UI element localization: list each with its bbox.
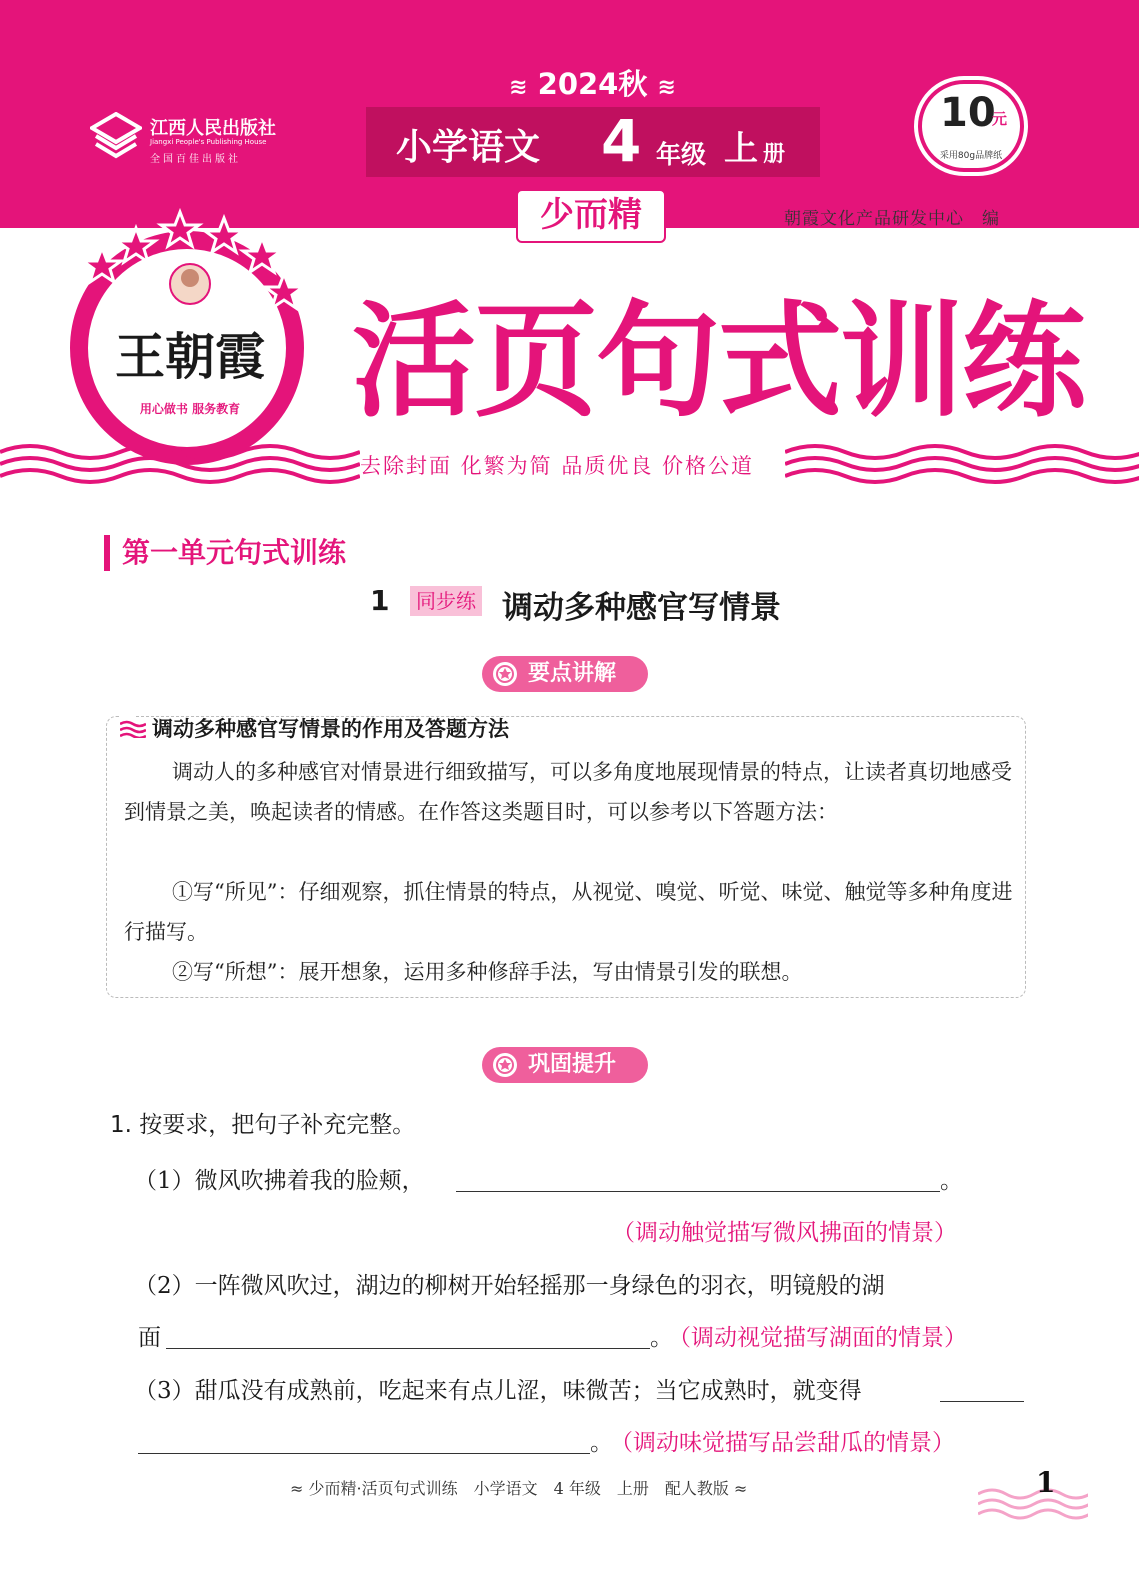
publisher-block	[90, 108, 310, 168]
subject-label: 小学语文	[396, 127, 541, 168]
season-label	[505, 62, 680, 102]
grade-suffix: 年级	[656, 140, 707, 169]
question-3-blank-b[interactable]	[138, 1452, 590, 1454]
price-unit: 元	[992, 110, 1008, 128]
wave-icon	[120, 720, 146, 738]
tagline-badge: 少而精	[516, 189, 666, 243]
question-heading: 1. 按要求，把句子补充完整。	[110, 1112, 416, 1138]
unit-title: 第一单元句式训练	[104, 535, 346, 571]
method-paragraph-2: ①写“所见”：仔细观察，抓住情景的特点，从视觉、嗅觉、听觉、味觉、触觉等多种角度进行描写。	[124, 880, 1013, 944]
lesson-number: 1	[370, 584, 390, 617]
question-1-blank[interactable]	[456, 1190, 940, 1192]
question-1-text: （1）微风吹拂着我的脸颊，	[134, 1168, 425, 1194]
method-paragraph-1: 调动人的多种感官对情景进行细致描写，可以多角度地展现情景的特点，让读者真切地感受到情景之美，唤起读者的情感。在作答这类题目时，可以参考以下答题方法：	[124, 760, 1012, 824]
decor-waves-right	[785, 430, 1139, 490]
medal-icon	[492, 1052, 518, 1078]
decor-waves-left	[0, 430, 360, 490]
question-3-blank-a[interactable]	[940, 1400, 1024, 1402]
question-2-text: （2）一阵微风吹过，湖边的柳树开始轻摇那一身绿色的羽衣，明镜般的湖	[134, 1273, 885, 1299]
editor-credit: 朝霞文化产品研发中心 编	[784, 209, 1000, 229]
wave-right-icon: ≋	[657, 75, 676, 100]
method-paragraph-3: ②写“所想”：展开想象，运用多种修辞手法，写由情景引发的联想。	[172, 960, 803, 984]
question-3-period: 。	[590, 1430, 613, 1456]
wave-left-icon: ≋	[509, 75, 528, 100]
question-2-text-cont: 面	[138, 1325, 161, 1351]
lesson-title: 调动多种感官写情景	[502, 590, 781, 626]
method-heading	[120, 712, 509, 744]
footer-waves-icon	[978, 1476, 1088, 1522]
question-2-period: 。	[650, 1325, 673, 1351]
price-badge	[918, 80, 1024, 172]
publisher-name: 江西人民出版社	[150, 118, 276, 139]
footer-text: ≈ 少而精·活页句式训练 小学语文 4 年级 上册 配人教版 ≈	[290, 1479, 748, 1498]
brand-emblem	[62, 198, 330, 466]
price-note: 采用80g品牌纸	[939, 151, 1003, 161]
brand-name: 王朝霞	[115, 327, 265, 386]
main-title: 活页句式训练	[352, 289, 1085, 434]
volume-suffix: 册	[763, 142, 786, 167]
season-text: 2024秋	[537, 67, 648, 101]
question-2-blank[interactable]	[166, 1347, 650, 1349]
publisher-name-en: Jiangxi People's Publishing House	[150, 138, 267, 146]
publisher-name-secondary: 全国百佳出版社	[150, 154, 241, 165]
slogan: 去除封面 化繁为简 品质优良 价格公道	[360, 454, 755, 478]
section-practice-label: 巩固提升	[528, 1052, 617, 1077]
brand-motto: 用心做书 服务教育	[139, 402, 241, 416]
question-3-text: （3）甜瓜没有成熟前，吃起来有点儿涩，味微苦；当它成熟时，就变得	[134, 1378, 862, 1404]
question-1-hint: （调动触觉描写微风拂面的情景）	[612, 1220, 957, 1246]
section-key-points	[482, 656, 648, 692]
question-1-period: 。	[940, 1168, 963, 1194]
page-number: 1	[1036, 1466, 1056, 1499]
grade-number: 4	[601, 107, 642, 175]
lesson-tag: 同步练	[410, 586, 482, 616]
question-2-hint: （调动视觉描写湖面的情景）	[668, 1325, 967, 1351]
grade-box	[366, 107, 820, 177]
brand-pinyin: WANG ZHAOXIA XILIE CONGSHU	[88, 355, 251, 444]
section-key-points-label: 要点讲解	[528, 661, 617, 686]
publisher-logo-icon	[90, 112, 142, 162]
question-3-hint: （调动味觉描写品尝甜瓜的情景）	[610, 1430, 955, 1456]
volume-label: 上	[724, 129, 758, 169]
medal-icon	[492, 661, 518, 687]
price-number: 10	[940, 90, 996, 136]
method-heading-text: 调动多种感官写情景的作用及答题方法	[152, 717, 509, 741]
section-practice	[482, 1047, 648, 1083]
